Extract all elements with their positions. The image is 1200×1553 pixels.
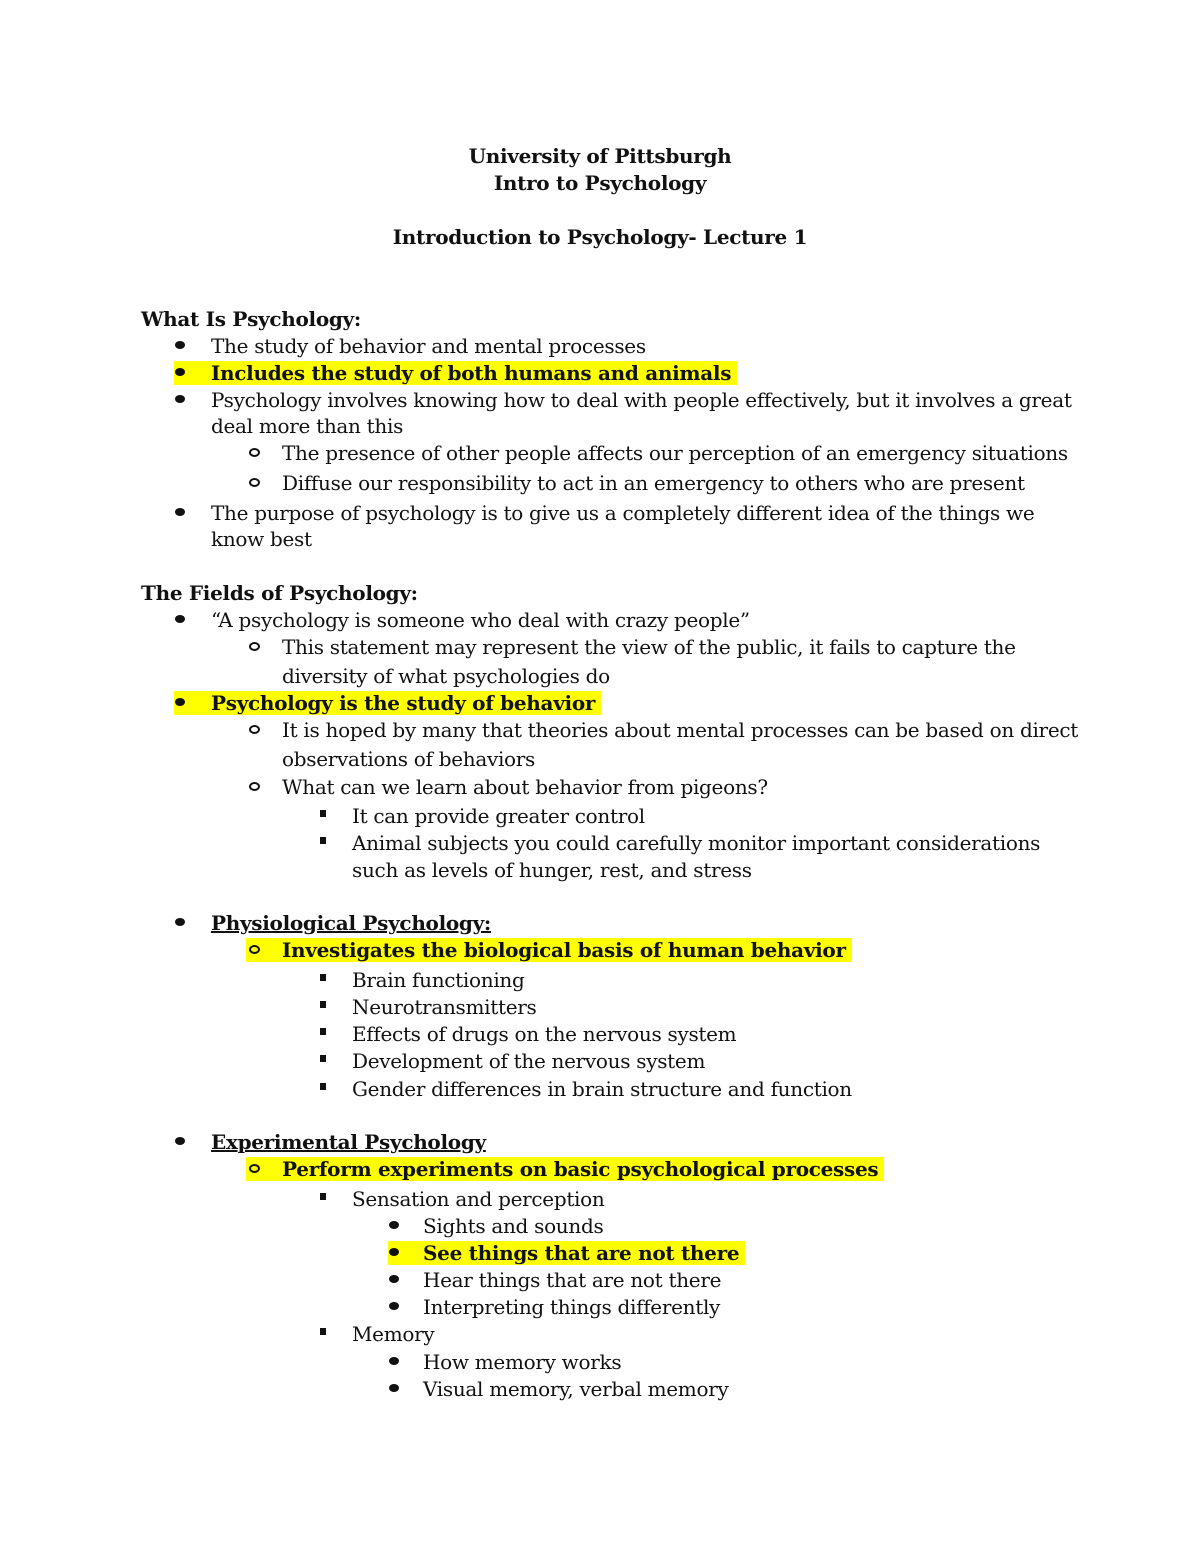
level4-list-item: Sights and sounds [423, 1214, 604, 1238]
sub-list-item-continuation: observations of behaviors [282, 747, 536, 771]
bullet-circle-icon [249, 725, 260, 734]
sub-sub-list-item: Development of the nervous system [352, 1049, 706, 1073]
subsection-heading-experimental: Experimental Psychology [211, 1130, 486, 1154]
bullet-circle-icon [249, 782, 260, 791]
bullet-dot-icon [175, 341, 185, 349]
bullet-circle-icon [249, 1164, 260, 1173]
bullet-dot-icon [175, 508, 185, 516]
sub-list-item-highlighted [246, 937, 852, 963]
subsection-heading-physiological: Physiological Psychology: [211, 911, 492, 935]
highlight: Perform experiments on basic psychological processes [246, 1157, 884, 1181]
sub-sub-list-item: Sensation and perception [352, 1187, 605, 1211]
bullet-square-icon [320, 810, 326, 817]
bullet-dot-icon [175, 395, 185, 403]
bullet-square-icon [320, 1001, 326, 1008]
level4-list-item-highlighted [388, 1240, 745, 1266]
bullet-square-icon [320, 974, 326, 981]
bullet-circle-icon [249, 945, 260, 954]
bullet-dot-icon [175, 698, 185, 706]
list-item: The study of behavior and mental processes [211, 334, 646, 358]
bullet-dot-icon [175, 1137, 185, 1145]
bullet-dot-icon [389, 1221, 399, 1229]
list-item-highlighted [174, 360, 737, 386]
bullet-square-icon [320, 837, 326, 844]
bullet-dot-icon [389, 1384, 399, 1392]
list-item: Psychology involves knowing how to deal with people effectively, but it involves a great [211, 388, 1072, 412]
section-heading-what-is: What Is Psychology: [141, 307, 361, 331]
sub-sub-list-item: Gender differences in brain structure and function [352, 1077, 852, 1101]
course-name: Intro to Psychology [493, 171, 707, 195]
list-item: The purpose of psychology is to give us a completely different idea of the things we [211, 501, 1035, 525]
list-item-continuation: deal more than this [211, 414, 404, 438]
sub-sub-list-item: Neurotransmitters [352, 995, 537, 1019]
level4-list-item: Interpreting things differently [423, 1295, 721, 1319]
level4-list-item: Hear things that are not there [423, 1268, 722, 1292]
list-item-highlighted [174, 690, 601, 716]
bullet-dot-icon [175, 368, 185, 376]
highlight: Includes the study of both humans and animals [174, 361, 737, 385]
sub-sub-list-item: Effects of drugs on the nervous system [352, 1022, 737, 1046]
bullet-circle-icon [249, 478, 260, 487]
bullet-dot-icon [389, 1248, 399, 1256]
sub-list-item: It is hoped by many that theories about mental processes can be based on direct [282, 718, 1078, 742]
sub-list-item: The presence of other people affects our perception of an emergency situations [282, 441, 1068, 465]
sub-list-item: What can we learn about behavior from pigeons? [282, 775, 768, 799]
bullet-square-icon [320, 1055, 326, 1062]
bullet-dot-icon [175, 918, 185, 926]
level4-list-item: Visual memory, verbal memory [423, 1377, 729, 1401]
sub-sub-list-item: Brain functioning [352, 968, 525, 992]
bullet-dot-icon [389, 1357, 399, 1365]
sub-sub-list-item: It can provide greater control [352, 804, 645, 828]
highlight: Psychology is the study of behavior [174, 691, 601, 715]
sub-list-item: Diffuse our responsibility to act in an emergency to others who are present [282, 471, 1025, 495]
bullet-dot-icon [175, 615, 185, 623]
bullet-square-icon [320, 1083, 326, 1090]
list-item: “A psychology is someone who deal with crazy people” [211, 608, 750, 632]
bullet-square-icon [320, 1193, 326, 1200]
bullet-square-icon [320, 1328, 326, 1335]
sub-list-item-continuation: diversity of what psychologies do [282, 664, 610, 688]
level4-list-item: How memory works [423, 1350, 622, 1374]
highlight: Investigates the biological basis of human behavior [246, 938, 852, 962]
bullet-dot-icon [389, 1275, 399, 1283]
bullet-circle-icon [249, 642, 260, 651]
sub-list-item: This statement may represent the view of the public, it fails to capture the [282, 635, 1016, 659]
list-item-continuation: know best [211, 527, 312, 551]
highlight: See things that are not there [388, 1241, 745, 1265]
section-heading-fields: The Fields of Psychology: [141, 581, 418, 605]
bullet-circle-icon [249, 448, 260, 457]
sub-sub-list-item: Animal subjects you could carefully monitor important considerations [352, 831, 1041, 855]
sub-list-item-highlighted [246, 1156, 884, 1182]
lecture-title: Introduction to Psychology- Lecture 1 [392, 225, 808, 249]
bullet-dot-icon [389, 1302, 399, 1310]
sub-sub-list-item-continuation: such as levels of hunger, rest, and stress [352, 858, 752, 882]
bullet-square-icon [320, 1028, 326, 1035]
university-name: University of Pittsburgh [468, 144, 732, 168]
sub-sub-list-item: Memory [352, 1322, 435, 1346]
